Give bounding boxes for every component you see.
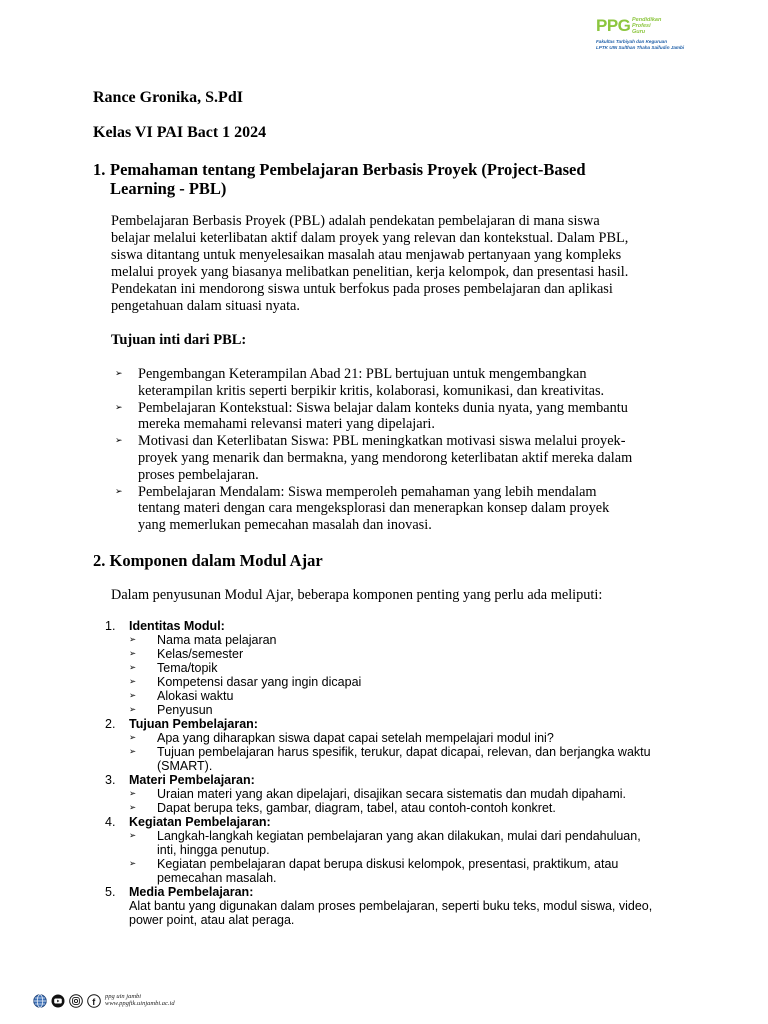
component-sub-item bbox=[129, 801, 705, 815]
footer-text: ppg uin jambi www.ppgftk.uinjambi.ac.id bbox=[105, 993, 175, 1007]
component-sub-list bbox=[129, 731, 705, 773]
sub-item-text-line: Kelas/semester bbox=[157, 647, 244, 661]
ppg-logo bbox=[596, 14, 706, 50]
logo-faculty-line: Fakultas Tarbiyah dan Keguruan bbox=[596, 39, 668, 44]
sub-item-text-line: Kompetensi dasar yang ingin dicapai bbox=[157, 675, 362, 689]
sub-item-text-line: Apa yang diharapkan siswa dapat capai setelah mempelajari modul ini? bbox=[157, 731, 554, 745]
tujuan-bullet-item bbox=[111, 484, 691, 534]
component-title: Identitas Modul: bbox=[129, 619, 225, 633]
sub-item-text-line: pemecahan masalah. bbox=[157, 871, 277, 885]
component-sub-item bbox=[129, 633, 705, 647]
sub-item-text-line: Tema/topik bbox=[157, 661, 218, 675]
arrow-bullet-icon: ➢ bbox=[115, 402, 123, 413]
arrow-bullet-icon: ➢ bbox=[129, 803, 137, 813]
arrow-bullet-icon: ➢ bbox=[129, 705, 137, 715]
bullet-text-line: mereka memahami relevansi materi yang dipelajari. bbox=[138, 416, 435, 433]
arrow-bullet-icon: ➢ bbox=[129, 649, 137, 659]
component-sub-item bbox=[129, 675, 705, 689]
module-component-item bbox=[105, 619, 705, 717]
facebook-icon[interactable] bbox=[87, 994, 101, 1008]
author-name: Rance Gronika, S.PdI bbox=[93, 89, 243, 106]
bullet-text-line: Pembelajaran Kontekstual: Siswa belajar dalam konteks dunia nyata, yang membantu bbox=[138, 399, 628, 416]
component-number: 4. bbox=[105, 815, 116, 829]
arrow-bullet-icon: ➢ bbox=[115, 486, 123, 497]
sub-item-text-line: Nama mata pelajaran bbox=[157, 633, 277, 647]
sub-item-text-line: Penyusun bbox=[157, 703, 213, 717]
component-sub-item bbox=[129, 647, 705, 661]
component-number: 1. bbox=[105, 619, 116, 633]
bullet-text-line: yang memerlukan pemecahan masalah dan inovasi. bbox=[138, 517, 432, 534]
component-sub-item bbox=[129, 661, 705, 675]
section-1-paragraph: Pembelajaran Berbasis Proyek (PBL) adalah pendekatan pembelajaran di mana siswa belajar melalui keterlibatan aktif dalam proyek yang relevan dan kontekstual. Dalam PBL, siswa ditantang untuk menyelesaikan masalah atau menjawab pertanyaan yang kompleks melalui proyek yang biasanya melibatkan penelitian, kerja kelompok, dan presentasi hasil. Pendekatan ini mendorong siswa untuk berfokus pada proses pembelajaran dan aplikasi pengetahuan dalam situasi nyata. bbox=[111, 213, 629, 314]
arrow-bullet-icon: ➢ bbox=[129, 859, 137, 869]
ppg-logo-side: Pendidikan Profesi Guru bbox=[632, 17, 662, 35]
sub-item-text-line: Dapat berupa teks, gambar, diagram, tabel, atau contoh-contoh konkret. bbox=[157, 801, 556, 815]
section-2-intro: Dalam penyusunan Modul Ajar, beberapa komponen penting yang perlu ada meliputi: bbox=[111, 587, 603, 603]
tujuan-bullet-item bbox=[111, 433, 691, 483]
tujuan-heading: Tujuan inti dari PBL: bbox=[111, 332, 247, 348]
youtube-icon[interactable] bbox=[51, 994, 65, 1008]
arrow-bullet-icon: ➢ bbox=[129, 635, 137, 645]
arrow-bullet-icon: ➢ bbox=[129, 733, 137, 743]
bullet-text-line: Pembelajaran Mendalam: Siswa memperoleh pemahaman yang lebih mendalam bbox=[138, 483, 597, 500]
component-sub-item bbox=[129, 703, 705, 717]
sub-item-text-line: inti, hingga penutup. bbox=[157, 843, 270, 857]
sub-item-text-line: Langkah-langkah kegiatan pembelajaran yang akan dilakukan, mulai dari pendahuluan, bbox=[157, 829, 641, 843]
module-component-item bbox=[105, 773, 705, 815]
arrow-bullet-icon: ➢ bbox=[129, 831, 137, 841]
component-sub-list bbox=[129, 829, 705, 885]
bullet-text-line: tentang materi dengan cara mengeksplorasi dan menerapkan konsep dalam proyek bbox=[138, 500, 610, 517]
component-number: 3. bbox=[105, 773, 116, 787]
component-title: Kegiatan Pembelajaran: bbox=[129, 815, 271, 829]
sub-item-text-line: Uraian materi yang akan dipelajari, disajikan secara sistematis dan mudah dipahami. bbox=[157, 787, 626, 801]
bullet-text-line: keterampilan kritis seperti berpikir kritis, kolaborasi, komunikasi, dan kreativitas. bbox=[138, 382, 605, 399]
component-sub-item bbox=[129, 689, 705, 703]
component-number: 2. bbox=[105, 717, 116, 731]
module-component-item bbox=[105, 885, 705, 927]
arrow-bullet-icon: ➢ bbox=[115, 369, 123, 379]
tujuan-bullet-item bbox=[111, 366, 691, 400]
sub-item-text-line: Alokasi waktu bbox=[157, 689, 234, 703]
component-title: Materi Pembelajaran: bbox=[129, 773, 255, 787]
arrow-bullet-icon: ➢ bbox=[129, 747, 137, 757]
bullet-text-line: Motivasi dan Keterlibatan Siswa: PBL meningkatkan motivasi siswa melalui proyek- bbox=[138, 433, 626, 450]
svg-text:f: f bbox=[92, 997, 96, 1007]
sub-item-text-line: Kegiatan pembelajaran dapat berupa diskusi kelompok, presentasi, praktikum, atau bbox=[157, 857, 619, 871]
section-2-heading: 2. Komponen dalam Modul Ajar bbox=[93, 551, 323, 570]
globe-icon[interactable] bbox=[33, 994, 47, 1008]
component-sub-list bbox=[129, 633, 705, 717]
bullet-text-line: proyek yang menarik dan bermakna, yang mendorong keterlibatan aktif mereka dalam bbox=[138, 449, 633, 466]
bullet-text-line: proses pembelajaran. bbox=[138, 466, 259, 483]
component-title: Tujuan Pembelajaran: bbox=[129, 717, 258, 731]
module-component-item bbox=[105, 815, 705, 885]
ppg-logo-text: PPG bbox=[596, 16, 631, 35]
component-sub-item bbox=[129, 787, 705, 801]
tujuan-bullet-list bbox=[111, 366, 691, 534]
description-text-line: power point, atau alat peraga. bbox=[129, 913, 295, 927]
component-sub-item bbox=[129, 745, 705, 773]
component-description bbox=[129, 899, 705, 927]
footer bbox=[33, 992, 233, 1012]
bullet-text-line: Pengembangan Keterampilan Abad 21: PBL bertujuan untuk mengembangkan bbox=[138, 366, 587, 382]
component-sub-list bbox=[129, 787, 705, 815]
module-component-item bbox=[105, 717, 705, 773]
tujuan-bullet-item bbox=[111, 400, 691, 434]
arrow-bullet-icon: ➢ bbox=[129, 663, 137, 673]
arrow-bullet-icon: ➢ bbox=[115, 436, 123, 447]
component-title: Media Pembelajaran: bbox=[129, 885, 254, 899]
sub-item-text-line: Tujuan pembelajaran harus spesifik, terukur, dapat dicapai, relevan, dan berjangka waktu bbox=[157, 745, 651, 759]
module-components-list bbox=[105, 619, 705, 927]
class-name: Kelas VI PAI Bact 1 2024 bbox=[93, 124, 267, 141]
arrow-bullet-icon: ➢ bbox=[129, 677, 137, 687]
description-text-line: Alat bantu yang digunakan dalam proses pembelajaran, seperti buku teks, modul siswa, video, bbox=[129, 899, 653, 913]
logo-university-line: LPTK UIN Sulthan Thaha Saifudin Jambi bbox=[596, 45, 685, 50]
component-sub-item bbox=[129, 829, 705, 857]
component-sub-item bbox=[129, 731, 705, 745]
component-sub-item bbox=[129, 857, 705, 885]
arrow-bullet-icon: ➢ bbox=[129, 691, 137, 701]
component-number: 5. bbox=[105, 885, 116, 899]
instagram-icon[interactable] bbox=[69, 994, 83, 1008]
sub-item-text-line: (SMART). bbox=[157, 759, 213, 773]
arrow-bullet-icon: ➢ bbox=[129, 789, 137, 799]
section-1-heading: 1. Pemahaman tentang Pembelajaran Berbasis Proyek (Project-Based Learning - PBL) bbox=[93, 160, 586, 198]
